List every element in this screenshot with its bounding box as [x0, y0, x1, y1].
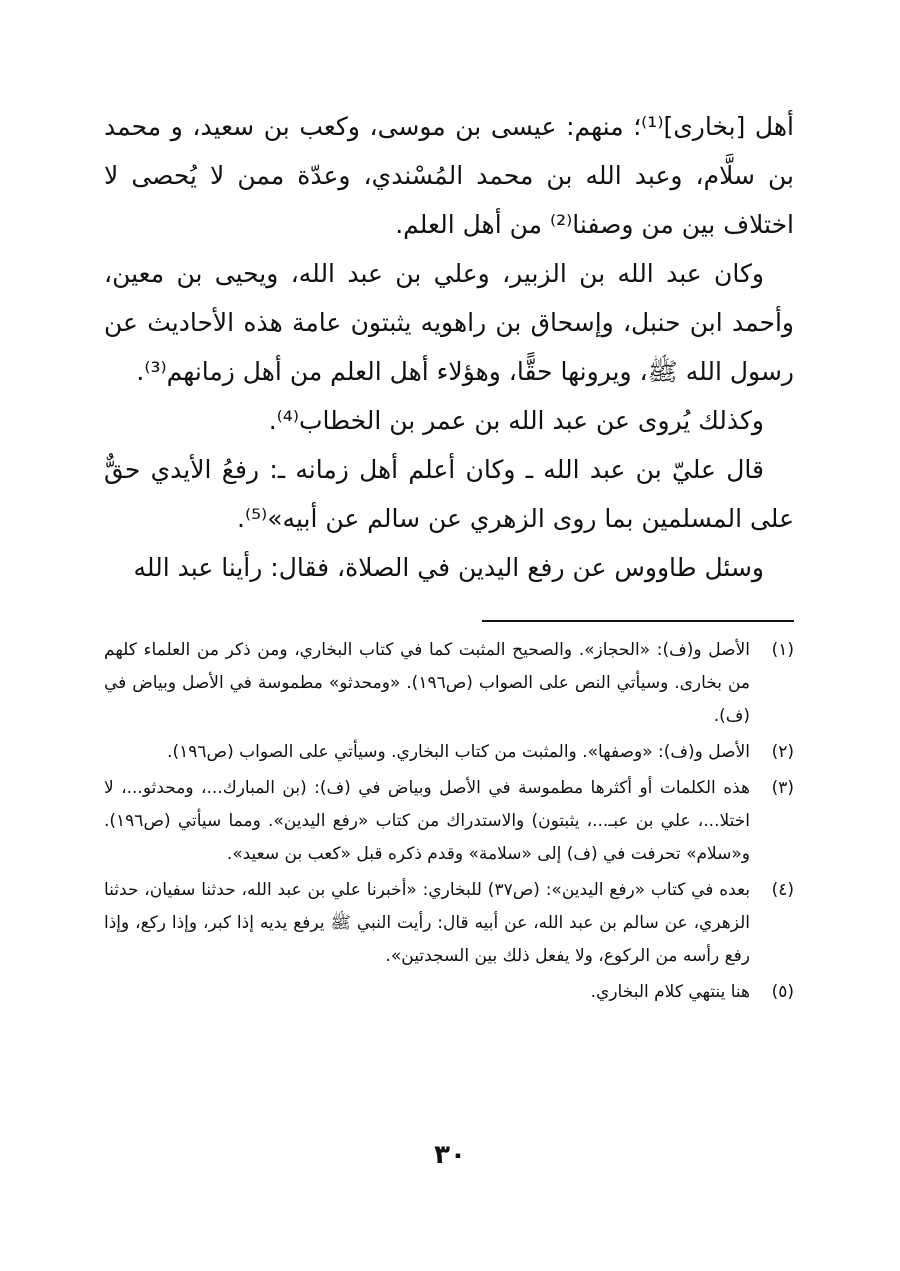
main-text: [104, 102, 794, 592]
body-paragraph: أهل [بخارى]⁽¹⁾؛ منهم: عيسى بن موسى، وكعب بن سعيد، و محمد بن سلَّام، وعبد الله بن محمد المُسْندي، وعدّة ممن لا يُحصى لا اختلاف بين من وصفنا⁽²⁾ من أهل العلم.: [104, 112, 794, 239]
footnote-number: (٤): [771, 880, 794, 900]
body-paragraph: وكان عبد الله بن الزبير، وعلي بن عبد الله، ويحيى بن معين، وأحمد ابن حنبل، وإسحاق بن راهويه يثبتون عامة هذه الأحاديث عن رسول الله ﷺ، ويرونها حقًّا، وهؤلاء أهل العلم من أهل زمانهم⁽³⁾.: [104, 259, 794, 386]
footnote-text: بعده في كتاب «رفع اليدين»: (ص٣٧) للبخاري: «أخبرنا علي بن عبد الله، حدثنا سفيان، حدثنا الزهري، عن سالم بن عبد الله، عن أبيه قال: رأيت النبي ﷺ يرفع يديه إذا كبر، وإذا ركع، وإذا رفع رأسه من الركوع، ولا يفعل ذلك بين السجدتين».: [104, 880, 751, 966]
footnote: [104, 874, 794, 973]
footnote-text: الأصل و(ف): «وصفها». والمثبت من كتاب البخاري. وسيأتي على الصواب (ص١٩٦).: [167, 742, 750, 762]
footnote-divider: [482, 620, 794, 622]
footnote: [104, 736, 794, 769]
footnote-number: (١): [771, 640, 794, 660]
footnote: [104, 634, 794, 733]
body-paragraph: قال عليّ بن عبد الله ـ وكان أعلم أهل زمانه ـ: رفعُ الأيدي حقٌّ على المسلمين بما روى الزهري عن سالم عن أبيه»⁽⁵⁾.: [104, 455, 794, 533]
body-paragraph: وسئل طاووس عن رفع اليدين في الصلاة، فقال: رأينا عبد الله: [133, 553, 764, 582]
footnote-number: (٥): [771, 982, 794, 1002]
body-paragraph: وكذلك يُروى عن عبد الله بن عمر بن الخطاب⁽⁴⁾.: [268, 406, 764, 435]
footnote: [104, 976, 794, 1009]
footnote: [104, 772, 794, 871]
footnotes: [104, 634, 794, 1012]
page-number: ٣٠: [434, 1140, 466, 1170]
footnote-number: (٢): [771, 742, 794, 762]
footnote-number: (٣): [771, 778, 794, 798]
footnote-text: هنا ينتهي كلام البخاري.: [590, 982, 750, 1002]
footnote-text: الأصل و(ف): «الحجاز». والصحيح المثبت كما في كتاب البخاري، ومن ذكر من العلماء كلهم من بخارى. وسيأتي النص على الصواب (ص١٩٦). «ومحدثو» مطموسة في الأصل وبياض في (ف).: [104, 640, 750, 726]
footnote-text: هذه الكلمات أو أكثرها مطموسة في الأصل وبياض في (ف): (بن المبارك...، ومحدثو...، لا اختلا...، علي بن عبـ...، يثبتون) والاستدراك من كتاب «رفع اليدين». ومما سيأتي (ص١٩٦). و«سلام» تحرفت في (ف) إلى «سلامة» وقدم ذكره قبل «كعب بن سعيد».: [104, 778, 750, 864]
